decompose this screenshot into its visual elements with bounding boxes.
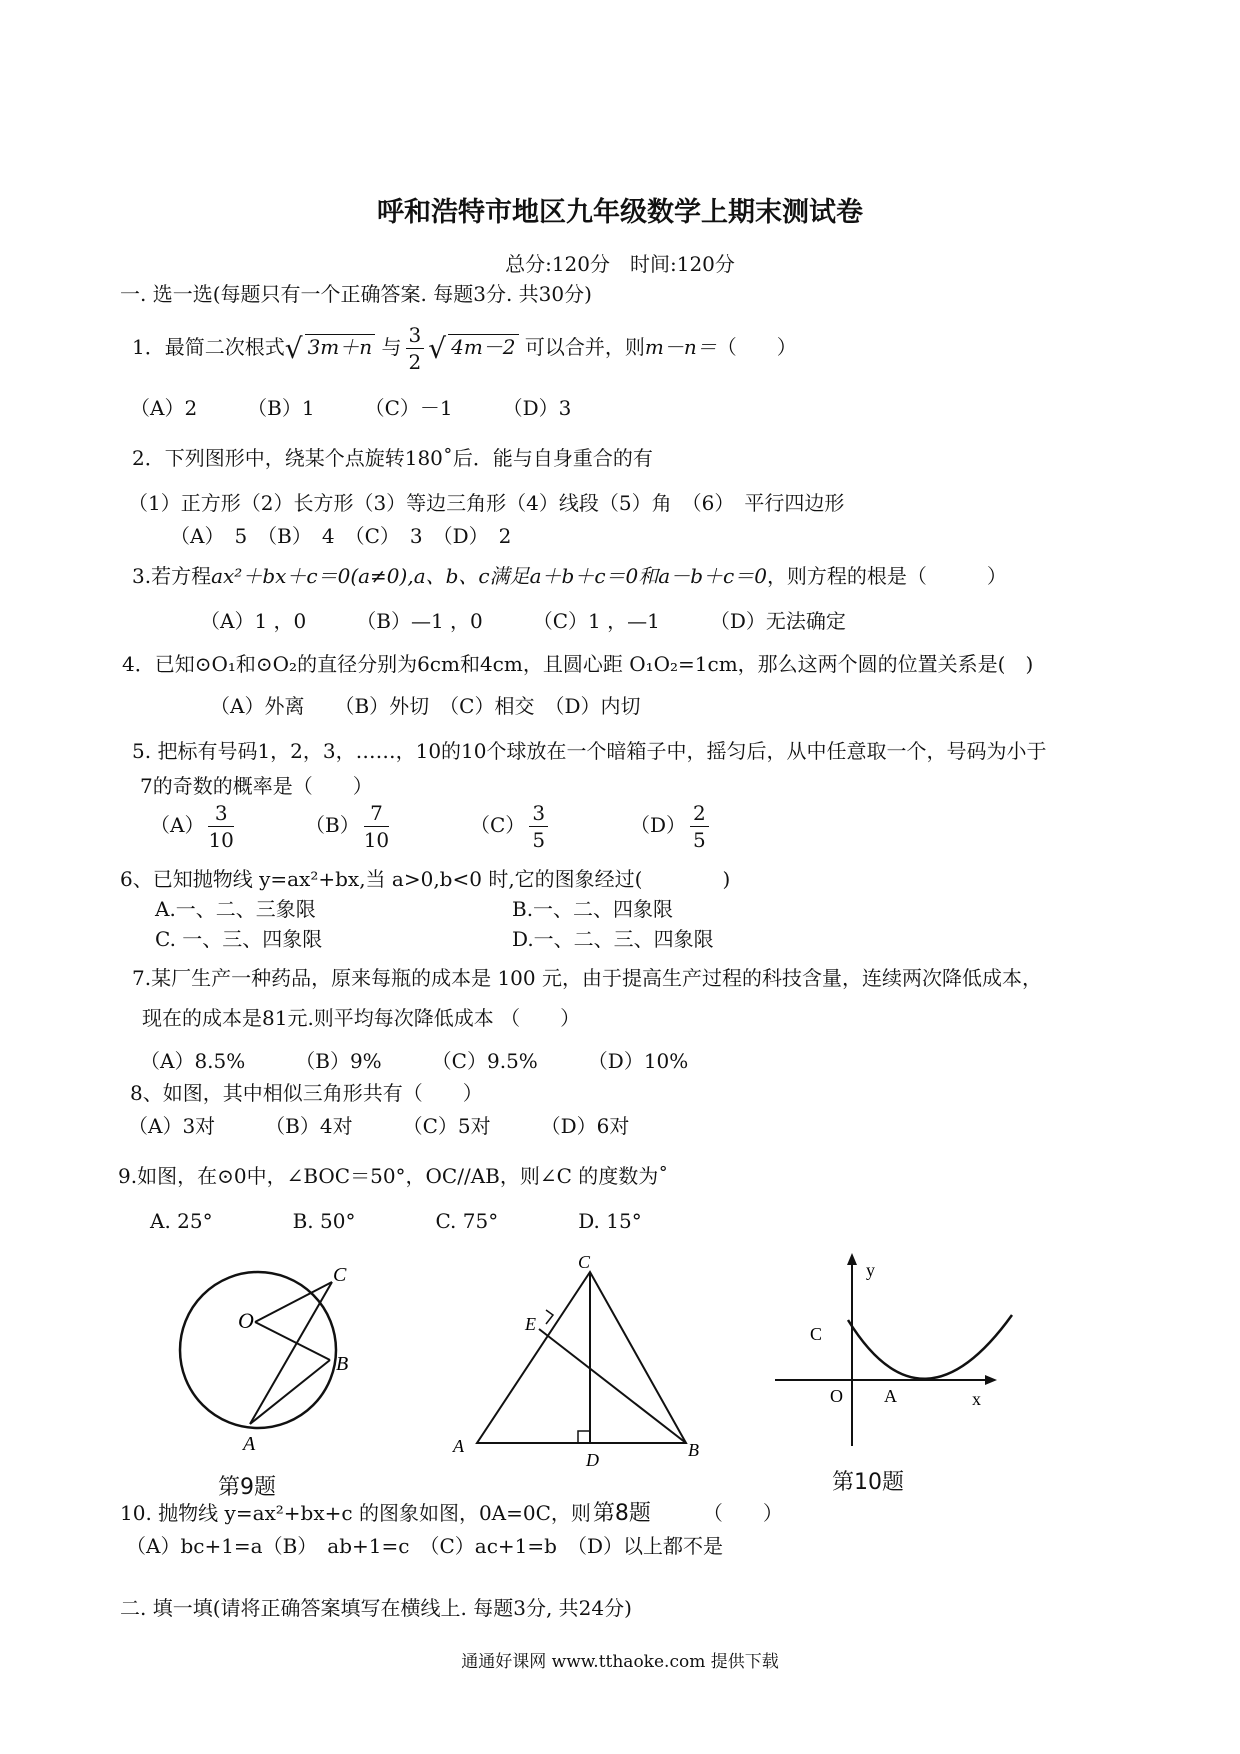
question-2: 2．下列图形中，绕某个点旋转180˚后．能与自身重合的有 (132, 446, 653, 470)
q2-options: （A） 5 （B） 4 （C） 3 （D） 2 (170, 524, 512, 548)
question-7: 7.某厂生产一种药品，原来每瓶的成本是 100 元，由于提高生产过程的科技含量，连续两次降低成本， (132, 966, 1042, 990)
q8-options: （A）3对 （B）4对 （C）5对 （D）6对 (128, 1114, 630, 1138)
section-1-heading: 一. 选一选(每题只有一个正确答案. 每题3分. 共30分) (120, 282, 592, 306)
q5-a-den: 10 (208, 828, 234, 852)
q5-option-d-label: （D） (630, 813, 687, 837)
fig8-label-e: E (525, 1314, 536, 1334)
sqrt-symbol-icon: √ (284, 332, 303, 365)
question-7-line-2: 现在的成本是81元.则平均每次降低成本 （ ） (142, 1006, 581, 1030)
q6-option-d: D.一、二、三、四象限 (512, 927, 714, 951)
figure-8-caption: 第8题 (592, 1501, 651, 1526)
q1-options: （A）2 （B）1 （C）－1 （D）3 (130, 396, 572, 420)
fig8-label-d: D (586, 1450, 599, 1470)
q3-equation: ax²＋bx＋c＝0(a≠0),a、b、c满足a＋b＋c＝0和a－b＋c＝0 (211, 564, 767, 588)
figure-9 (180, 1264, 348, 1455)
q6-option-a: A.一、二、三象限 (155, 897, 316, 921)
question-6: 6、已知抛物线 y=ax²+bx,当 a>0,b<0 时,它的图象经过( ) (120, 867, 731, 891)
figure-10-caption: 第10题 (832, 1470, 904, 1495)
page-title: 呼和浩特市地区九年级数学上期末测试卷 (377, 197, 863, 228)
q5-c-num: 3 (529, 800, 548, 827)
q3-suffix: ，则方程的根是（ ） (766, 564, 1007, 588)
footer: 通通好课网 www.tthaoke.com 提供下载 (461, 1652, 779, 1672)
q1-suffix: 可以合并，则 (524, 335, 645, 359)
q5-d-den: 5 (693, 828, 706, 852)
figures (0, 1250, 1240, 1500)
q5-option-c (470, 800, 552, 853)
q7-options: （A）8.5% （B）9% （C）9.5% （D）10% (140, 1049, 689, 1073)
q1-fraction-den: 2 (408, 350, 422, 374)
question-4: 4．已知⊙O₁和⊙O₂的直径分别为6cm和4cm，且圆心距 O₁O₂=1cm，那么这两个圆的位置关系是( ) (122, 652, 1034, 676)
q10-text: 10. 抛物线 y=ax²+bx+c 的图象如图，0A=0C，则 (120, 1501, 591, 1525)
q5-option-b-label: （B） (305, 813, 360, 837)
q5-b-num: 7 (364, 800, 389, 827)
q2-items: （1）正方形（2）长方形（3）等边三角形（4）线段（5）角 （6） 平行四边形 (128, 491, 845, 515)
fig9-label-b: B (336, 1353, 349, 1375)
question-8: 8、如图，其中相似三角形共有（ ） (130, 1081, 483, 1105)
q5-option-d (630, 800, 713, 853)
question-3 (132, 560, 1007, 589)
q5-option-a (150, 800, 238, 853)
q1-radical-1: 3m＋n (305, 334, 376, 359)
q1-fraction-num: 3 (406, 322, 425, 349)
y-arrow-icon (847, 1253, 857, 1265)
q6-option-b: B.一、二、四象限 (512, 897, 674, 921)
question-10 (120, 1496, 783, 1527)
q3-prefix: 3.若方程 (132, 564, 212, 588)
exam-info: 总分:120分 时间:120分 (505, 252, 735, 276)
q4-options: （A）外离 （B）外切 （C）相交 （D）内切 (210, 694, 641, 718)
q1-prefix: 1．最简二次根式 (132, 335, 285, 359)
figure-10 (775, 1253, 1012, 1446)
q5-option-a-label: （A） (150, 813, 205, 837)
fig8-label-c: C (578, 1252, 591, 1272)
q9-options: A. 25° B. 50° C. 75° D. 15° (150, 1209, 642, 1233)
question-5: 5. 把标有号码1，2，3，……，10的10个球放在一个暗箱子中，摇匀后，从中任意取一个，号码为小于 (132, 739, 1047, 763)
question-5-line-2: 7的奇数的概率是（ ） (140, 774, 373, 798)
q5-option-c-label: （C） (470, 813, 526, 837)
q10-blank: （ ） (702, 1501, 783, 1525)
q1-fraction (406, 322, 425, 375)
question-9: 9.如图，在⊙0中，∠BOC＝50°，OC//AB，则∠C 的度数为˚ (118, 1164, 669, 1188)
q3-options: （A）1 ，0 （B）—1 ，0 （C）1 ，—1 （D）无法确定 (200, 609, 846, 633)
fig9-label-o: O (238, 1308, 254, 1333)
fig10-label-c: C (810, 1324, 823, 1344)
fig9-label-c: C (333, 1264, 347, 1286)
fig10-label-o: O (830, 1386, 843, 1406)
q1-blank: （ ） (716, 335, 797, 359)
fig9-label-a: A (243, 1433, 256, 1455)
section-2-heading: 二. 填一填(请将正确答案填写在横线上. 每题3分, 共24分) (120, 1596, 632, 1620)
q6-option-c: C. 一、三、四象限 (155, 927, 323, 951)
fig10-label-y: y (866, 1260, 875, 1280)
fig10-label-x: x (972, 1389, 981, 1409)
q10-options: （A）bc+1=a（B） ab+1=c （C）ac+1=b （D）以上都不是 (126, 1534, 723, 1558)
q5-b-den: 10 (363, 828, 390, 852)
figure-9-caption: 第9题 (218, 1475, 276, 1500)
q1-mid: 与 (381, 335, 402, 359)
question-1 (132, 322, 797, 375)
q5-option-b (305, 800, 393, 853)
figure-8 (452, 1252, 699, 1470)
q5-d-num: 2 (690, 800, 709, 827)
fig10-label-a: A (884, 1386, 897, 1406)
x-arrow-icon (985, 1375, 997, 1385)
q1-expression: m－n＝ (644, 335, 717, 359)
sqrt-symbol-icon: √ (428, 332, 447, 365)
fig8-label-b: B (688, 1440, 699, 1460)
fig8-label-a: A (453, 1436, 464, 1456)
q1-radical-2: 4m－2 (448, 334, 518, 359)
q5-a-num: 3 (208, 800, 233, 827)
q5-c-den: 5 (532, 828, 546, 852)
